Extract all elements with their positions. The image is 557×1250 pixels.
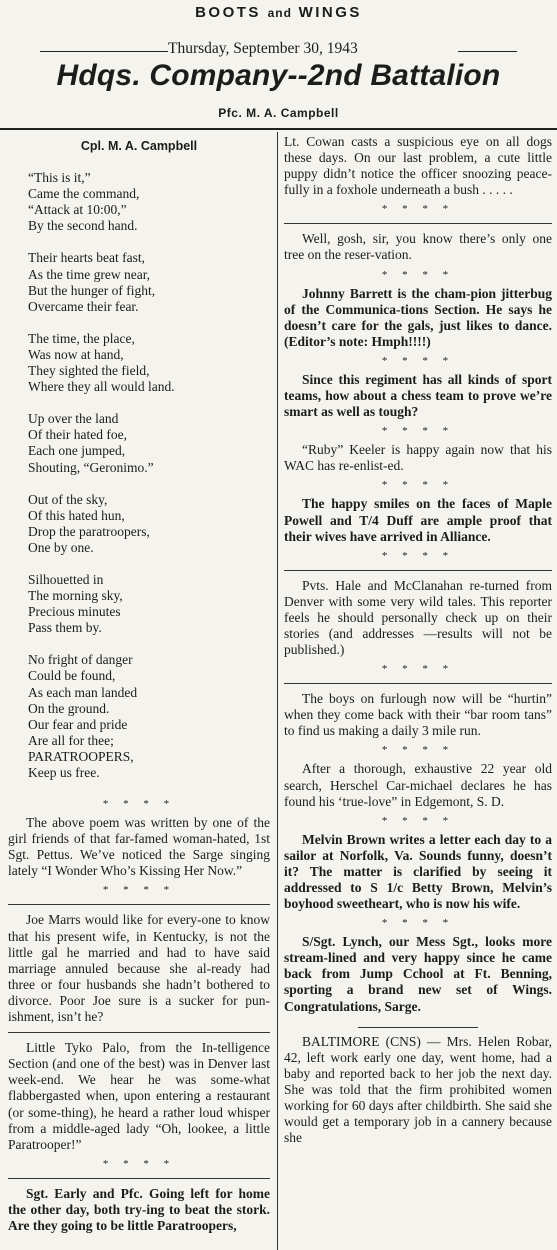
top-rule — [0, 128, 557, 130]
dateline-rule-right — [458, 51, 517, 52]
right-item: “Ruby” Keeler is happy again now that his WAC has re-enlist-ed. — [284, 442, 552, 474]
column-rule — [8, 904, 270, 905]
poem-line: No fright of danger — [28, 652, 133, 668]
poem-line: The time, the place, — [28, 330, 135, 346]
poem-line: Up over the land — [28, 411, 119, 427]
right-item: Since this regiment has all kinds of sport teams, how about a chess team to prove we’re smart as well as tough? — [284, 371, 552, 420]
byline: Pfc. M. A. Campbell — [218, 106, 339, 120]
right-item: Johnny Barrett is the cham-pion jitterbug of the Communica-tions Section. He says he doesn’t care for the gals, just likes to dance. (Editor’s note: Hmph!!!!) — [284, 285, 552, 349]
separator-stars: * * * * — [381, 549, 455, 562]
poem — [8, 170, 270, 781]
column-divider — [277, 132, 278, 1250]
poem-line: Our fear and pride — [28, 716, 128, 732]
poem-stanza — [8, 170, 270, 234]
right-item: Well, gosh, sir, you know there’s only one tree on the reser-vation. — [284, 231, 552, 263]
right-item: Melvin Brown writes a letter each day to a sailor at Norfolk, Va. Sounds funny, doesn’t it? The matter is clarified by seeing it addressed to S 1/c Betty Brown, Melvin’s boyhood sweetheart, who is now his wife. — [284, 831, 552, 912]
poem-line: Shouting, “Geronimo.” — [28, 459, 154, 475]
left-item: The above poem was written by one of the girl friends of that far-famed woman-hated, 1st Sgt. Pettus. We’ve noticed the Sarge singing lately “I Wonder Who’s Kissing Her Now.” — [8, 815, 270, 879]
separator-stars: * * * * — [381, 917, 455, 930]
right-item: S/Sgt. Lynch, our Mess Sgt., looks more stream-lined and very happy since he came back from Jump Cchool at Ft. Benning, sporting a brand new set of Wings. Congratulations, Sarge. — [284, 934, 552, 1014]
column-rule — [284, 223, 552, 224]
poem-line: Came the command, — [28, 186, 140, 202]
left-column — [8, 134, 270, 1234]
poem-stanza — [8, 250, 270, 314]
separator-stars: * * * * — [381, 354, 455, 367]
left-item: Sgt. Early and Pfc. Going left for home the other day, both try-ing to beat the stork. Are they going to be little Paratroopers, — [8, 1185, 270, 1233]
poem-line: Pass them by. — [28, 620, 102, 636]
poem-line: By the second hand. — [28, 218, 138, 234]
separator-stars: * * * * — [102, 884, 176, 897]
separator-stars: * * * * — [381, 479, 455, 492]
poem-line: Of this hated hun, — [28, 507, 125, 523]
poem-line: Where they all would land. — [28, 379, 175, 395]
poem-line: Out of the sky, — [28, 491, 108, 507]
poem-line: Are all for thee; — [28, 732, 114, 748]
poem-line: As each man landed — [28, 684, 138, 700]
poem-line: Silhouetted in — [28, 571, 104, 587]
separator-stars: * * * * — [381, 425, 455, 438]
separator-stars: * * * * — [102, 1157, 176, 1170]
poem-stanza — [8, 492, 270, 556]
masthead-wings: WINGS — [298, 4, 362, 21]
poem-line: As the time grew near, — [28, 266, 151, 282]
poem-line: The morning sky, — [28, 588, 123, 604]
separator-stars: * * * * — [102, 798, 176, 811]
poem-line: PARATROOPERS, — [28, 748, 134, 764]
right-item: After a thorough, exhaustive 22 year old search, Herschel Car-michael declares he has found his ‘true-love” in Edgemont, S. D. — [284, 761, 552, 809]
poem-line: “Attack at 10:00,” — [28, 202, 127, 218]
poem-line: But the hunger of fight, — [28, 282, 156, 298]
poem-line: Overcame their fear. — [28, 298, 139, 314]
masthead-boots: BOOTS — [195, 4, 261, 21]
poem-line: Each one jumped, — [28, 443, 126, 459]
separator-stars: * * * * — [381, 203, 455, 216]
left-item: Joe Marrs would like for every-one to know that his present wife, in Kentucky, is not the little gal he married and had to have said marriage annuled because she al-ready had three or four husbands she hadn’t bothered to divorce. Poor Joe sure is a sucker for pun-ishment, isn’t he? — [8, 912, 270, 1025]
separator-stars: * * * * — [381, 814, 455, 827]
separator-stars: * * * * — [381, 268, 455, 281]
separator-stars: * * * * — [381, 744, 455, 757]
column-rule — [8, 1178, 270, 1179]
poem-line: Keep us free. — [28, 765, 100, 780]
poem-line: Drop the paratroopers, — [28, 523, 150, 539]
left-item: Little Tyko Palo, from the In-telligence Section (and one of the best) was in Denver last week-end. We hear he was some-what flabbergasted when, upon entering a restaurant (or some-thing), he heard a rather loud whisper from a middle-aged lady “Oh, lookee, a little Paratrooper!” — [8, 1040, 270, 1152]
dateline-text: Thursday, September 30, 1943 — [168, 40, 358, 57]
right-item: Pvts. Hale and McClanahan re-turned from Denver with some very wild tales. This reporter feels he should personally check up on their stories (and addresses —results will not be published.) — [284, 577, 552, 658]
poem-line: Of their hated foe, — [28, 427, 127, 443]
column-rule — [284, 683, 552, 684]
poem-line: On the ground. — [28, 700, 110, 716]
poem-stanza — [8, 331, 270, 395]
masthead — [0, 4, 557, 21]
poem-line: One by one. — [28, 539, 94, 555]
column-rule — [8, 1032, 270, 1033]
headline: Hdqs. Company--2nd Battalion — [56, 59, 501, 92]
separator-stars: * * * * — [381, 663, 455, 676]
right-item: BALTIMORE (CNS) — Mrs. Helen Robar, 42, left work early one day, went home, had a baby and reported back to her job the next day. She was told that the firm prohibited women working for 60 days after childbirth. She said she would get a temporary job in a cannery because she — [284, 1033, 552, 1146]
dateline-rule-left — [40, 51, 168, 52]
right-item: The boys on furlough now will be “hurtin” when they come back with their “bar room tans” to find us making a daily 3 mile run. — [284, 691, 552, 739]
column-rule-short — [358, 1027, 478, 1028]
right-item: The happy smiles on the faces of Maple Powell and T/4 Duff are ample proof that their wives have arrived in Alliance. — [284, 496, 552, 544]
poem-author: Cpl. M. A. Campbell — [80, 139, 198, 153]
right-column — [284, 134, 552, 1146]
masthead-and: and — [267, 6, 292, 20]
poem-line: Was now at hand, — [28, 346, 124, 362]
poem-stanza — [8, 652, 270, 781]
poem-line: Could be found, — [28, 668, 116, 684]
poem-line: Their hearts beat fast, — [28, 250, 145, 266]
poem-line: They sighted the field, — [28, 363, 150, 379]
poem-stanza — [8, 572, 270, 636]
poem-line: Precious minutes — [28, 604, 121, 620]
right-item: Lt. Cowan casts a suspicious eye on all dogs these days. On our last problem, a cute little puppy didn’t notice the officer snoozing peace-fully in a foxhole underneath a bush . . . . . — [284, 134, 552, 198]
poem-line: “This is it,” — [28, 170, 91, 186]
poem-stanza — [8, 411, 270, 475]
column-rule — [284, 570, 552, 571]
